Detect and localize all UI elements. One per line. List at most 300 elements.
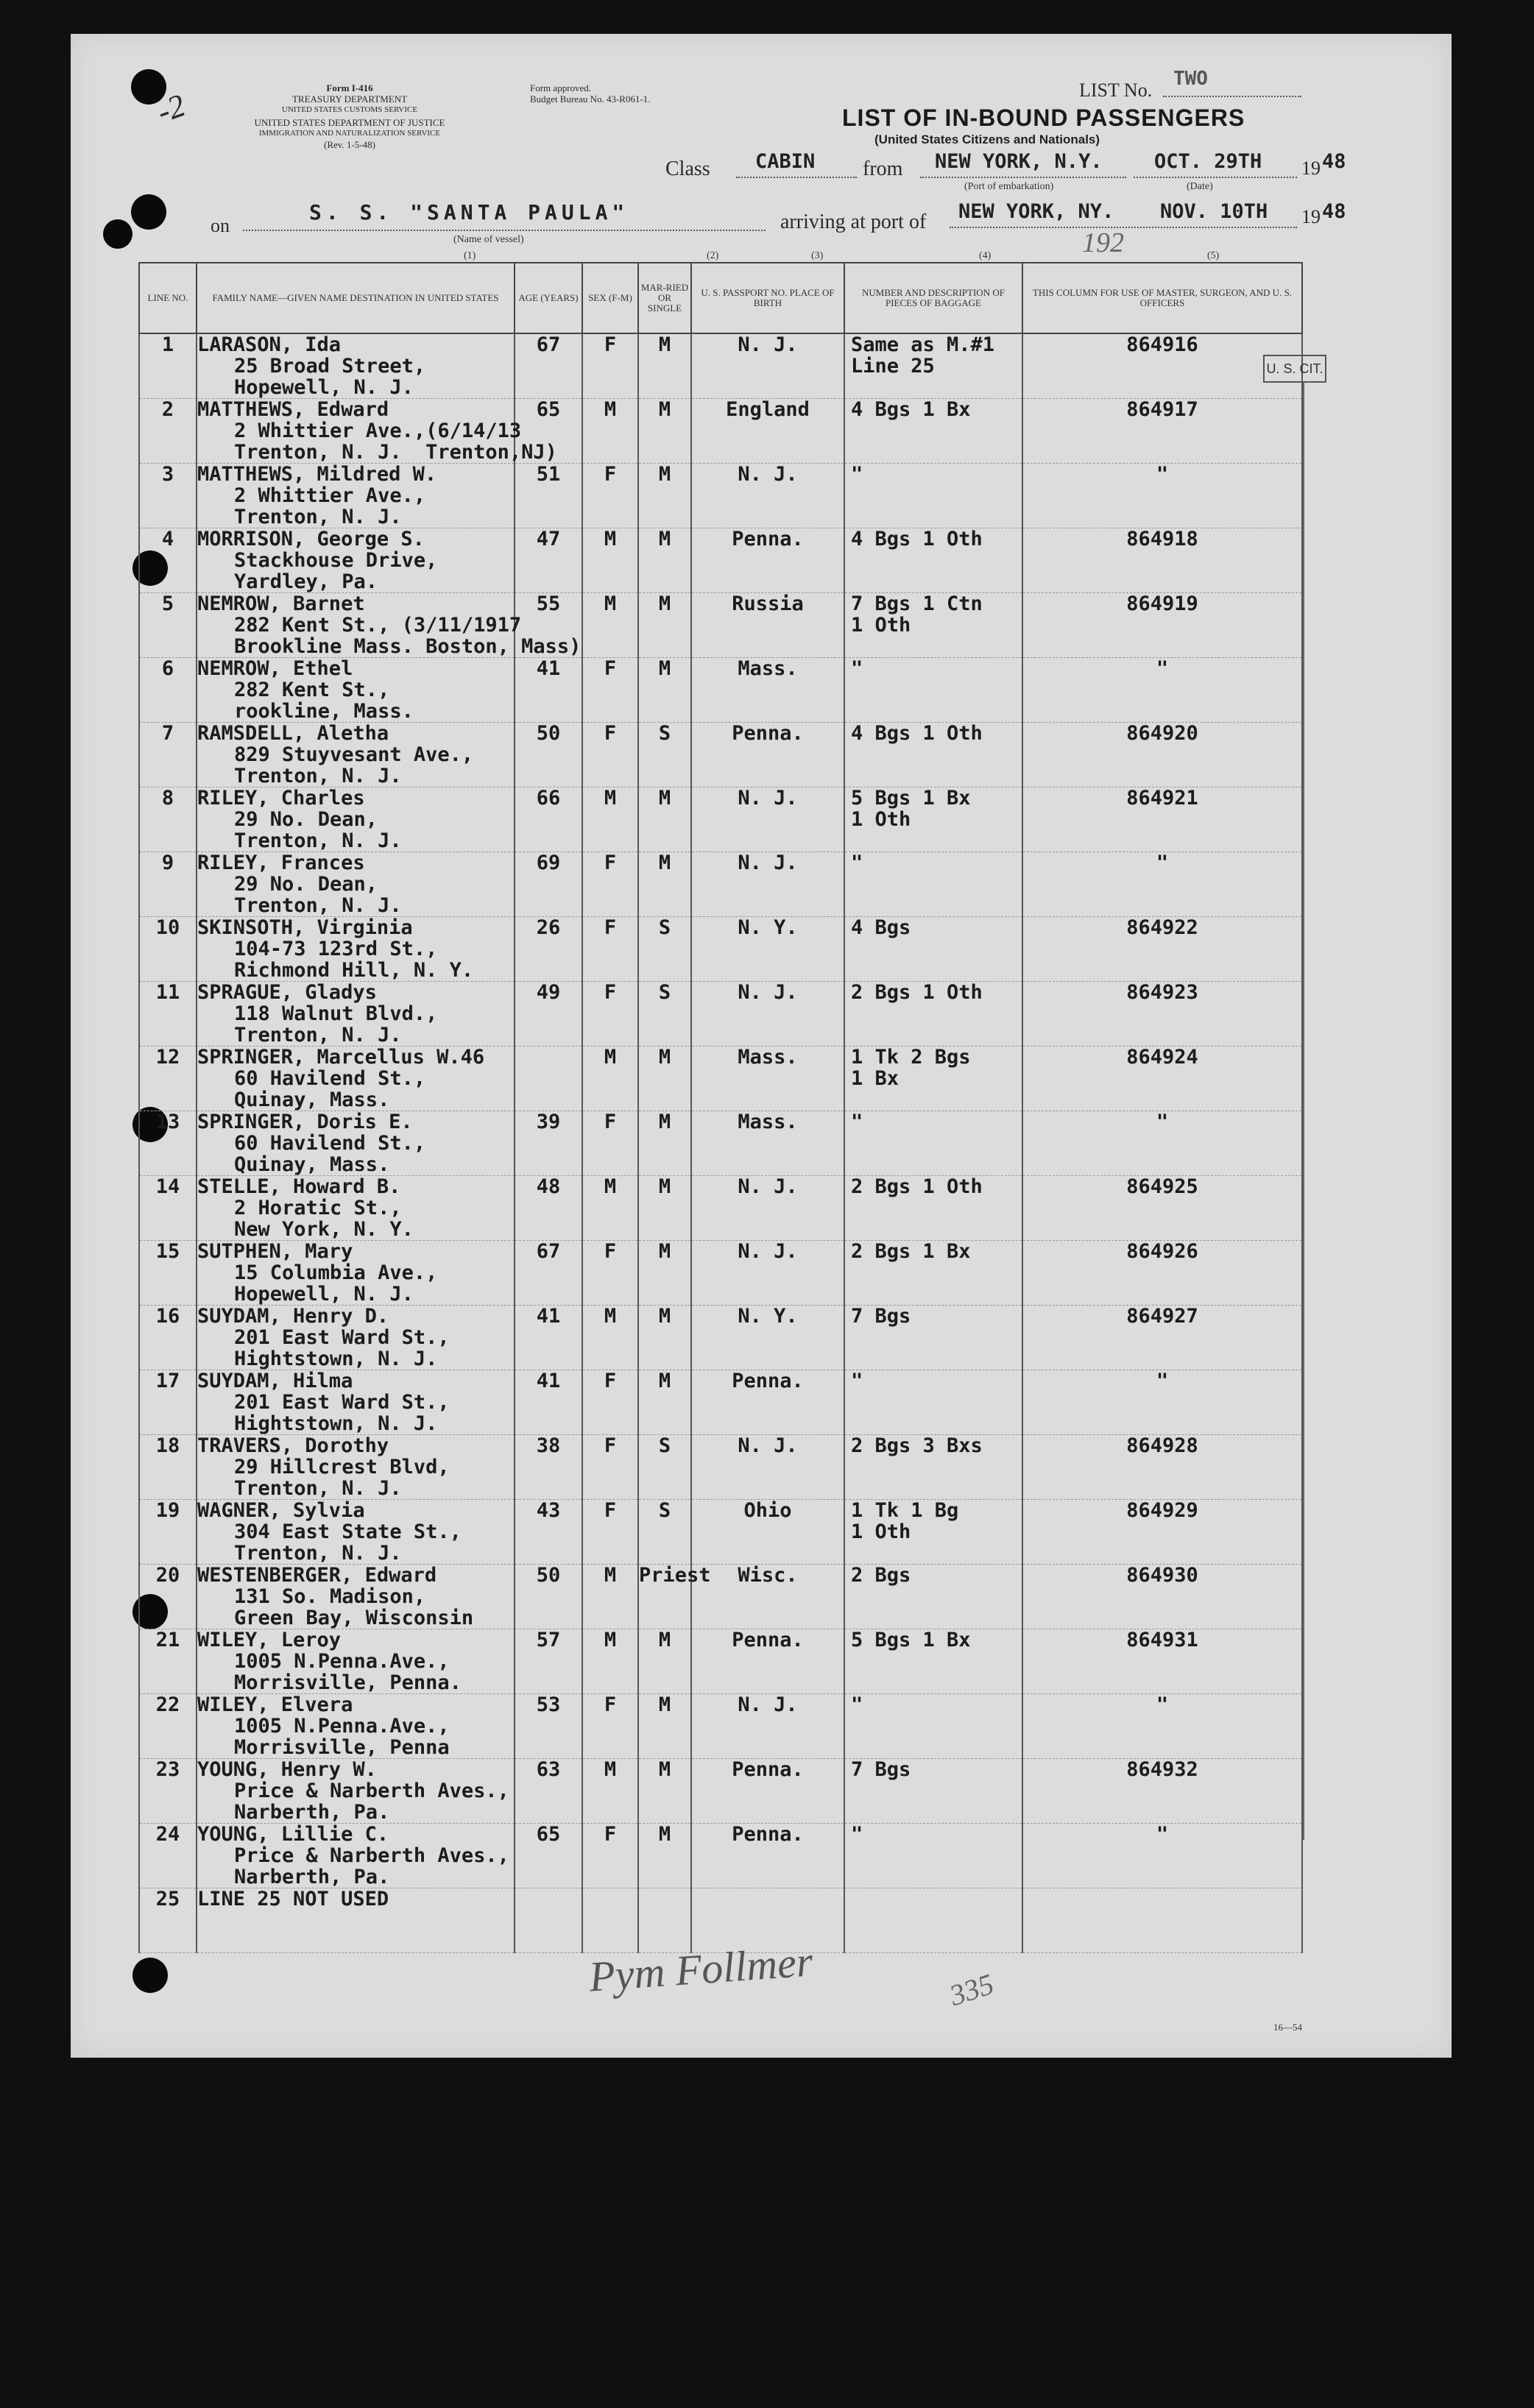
arrival-year-prefix: 19: [1301, 206, 1321, 227]
address-line-1: 1005 N.Penna.Ave.,: [234, 1715, 450, 1738]
birthplace-cell: [691, 852, 844, 917]
form-header-left: [213, 82, 486, 150]
officer-number-cell: [1022, 1111, 1302, 1176]
passenger-name: SUTPHEN, Mary: [197, 1240, 353, 1263]
marital-status: M: [658, 1305, 671, 1328]
table-row: [139, 1824, 1302, 1888]
officer-number-cell: [1022, 1500, 1302, 1565]
birthplace-cell: [691, 723, 844, 787]
birthplace: N. J.: [738, 333, 798, 356]
punch-hole: [131, 194, 166, 230]
table-row: [139, 723, 1302, 787]
address-line-2: Quinay, Mass.: [234, 1088, 390, 1111]
line-number: [139, 1306, 197, 1370]
officer-number: ": [1156, 1693, 1169, 1716]
sex-cell: [582, 399, 638, 464]
line-number-text: 17: [155, 1370, 180, 1392]
line-number: [139, 528, 197, 593]
officer-number-cell: [1022, 1435, 1302, 1500]
officer-number-cell: [1022, 528, 1302, 593]
birthplace-cell: [691, 1759, 844, 1824]
address-line-2: Yardley, Pa.: [234, 570, 378, 593]
birthplace-cell: [691, 1176, 844, 1241]
department-immigration: IMMIGRATION AND NATURALIZATION SERVICE: [258, 129, 441, 138]
citizen-stamp: U. S. CIT.: [1263, 355, 1326, 383]
address-line-2: Narberth, Pa.: [234, 1866, 390, 1888]
passenger-name: SUYDAM, Henry D.: [197, 1305, 389, 1328]
officer-number: 864930: [1126, 1564, 1198, 1587]
passenger-name: NEMROW, Ethel: [197, 657, 353, 680]
birthplace: Ohio: [743, 1499, 792, 1522]
marital-status: Priest: [639, 1564, 711, 1587]
birthplace-cell: [691, 1824, 844, 1888]
baggage-cell: [844, 1176, 1022, 1241]
passenger-name: YOUNG, Lillie C.: [197, 1823, 389, 1846]
baggage-line-1: 2 Bgs 1 Oth: [851, 1175, 983, 1198]
birthplace-cell: [691, 1500, 844, 1565]
line-number-text: 7: [161, 722, 174, 745]
passenger-name-cell: [197, 1500, 515, 1565]
marital-cell: [638, 399, 691, 464]
line-number-text: 13: [155, 1111, 180, 1133]
marital-cell: [638, 1111, 691, 1176]
passenger-name-cell: [197, 1629, 515, 1694]
passenger-name: SPRINGER, Marcellus W.46: [197, 1046, 485, 1069]
passenger-name-cell: [197, 1888, 515, 1953]
officer-number-cell: [1022, 982, 1302, 1047]
sex-cell: [582, 917, 638, 982]
sex: M: [604, 1564, 617, 1587]
address-line-2: Hopewell, N. J.: [234, 376, 414, 399]
address-line-1: Price & Narberth Aves.,: [234, 1780, 509, 1802]
passenger-name: RAMSDELL, Aletha: [197, 722, 389, 745]
baggage-line-2: 1 Bx: [851, 1067, 899, 1090]
officer-number: 864921: [1126, 787, 1198, 810]
marital-status: M: [658, 657, 671, 680]
birthplace: N. J.: [738, 981, 798, 1004]
port-caption: (Port of embarkation): [964, 181, 1054, 192]
officer-number: 864926: [1126, 1240, 1198, 1263]
sex: F: [604, 657, 617, 680]
officer-number-cell: [1022, 1824, 1302, 1888]
officer-number: 864918: [1126, 528, 1198, 550]
age: 67: [536, 333, 561, 356]
age: 66: [536, 787, 561, 810]
marital-cell: [638, 852, 691, 917]
line-number: [139, 1888, 197, 1953]
passenger-name: LARASON, Ida: [197, 333, 342, 356]
marital-cell: [638, 1564, 711, 1629]
age-cell: [515, 787, 582, 852]
departure-date: OCT. 29TH: [1154, 150, 1262, 173]
baggage-cell: [844, 1241, 1022, 1306]
age: 63: [536, 1758, 561, 1781]
birthplace-cell: [691, 917, 844, 982]
address-line-2: Trenton, N. J.: [234, 506, 402, 528]
birthplace-cell: [691, 593, 844, 658]
baggage-line-1: ": [851, 1370, 863, 1392]
officer-number-cell: [1022, 1888, 1302, 1953]
vessel-name: S. S. "SANTA PAULA": [309, 200, 629, 224]
line-number: [139, 1629, 197, 1694]
list-no-value: TWO: [1173, 68, 1208, 90]
birthplace-cell: [691, 1306, 844, 1370]
table-row: [139, 1111, 1302, 1176]
marital-status: M: [658, 1370, 671, 1392]
budget-text: Budget Bureau No. 43-R061-1.: [530, 93, 651, 105]
age: 69: [536, 851, 561, 874]
line-number-text: 8: [161, 787, 174, 810]
age-cell: [515, 333, 582, 399]
line-number-text: 12: [155, 1046, 180, 1069]
marital-cell: [638, 333, 691, 399]
birthplace-cell: [691, 982, 844, 1047]
sex-cell: [582, 982, 638, 1047]
line-number: [139, 464, 197, 528]
birthplace: England: [726, 398, 810, 421]
age-cell: [515, 1047, 582, 1111]
line-number: [139, 852, 197, 917]
officer-number-cell: [1022, 787, 1302, 852]
col-num-3: (3): [811, 250, 824, 261]
age-cell: [515, 1629, 582, 1694]
birthplace-cell: [691, 333, 844, 399]
baggage-cell: [844, 464, 1022, 528]
sex: F: [604, 463, 617, 486]
sex-cell: [582, 1306, 638, 1370]
address-line-2: Morrisville, Penna.: [234, 1671, 462, 1694]
address-line-2: Trenton, N. J.: [234, 894, 402, 917]
officer-number-cell: [1022, 1629, 1302, 1694]
sex: F: [604, 1434, 617, 1457]
col-num-5: (5): [1207, 250, 1220, 261]
marital-status: M: [658, 1111, 671, 1133]
marital-status: M: [658, 463, 671, 486]
sex: M: [604, 1175, 617, 1198]
officer-number-cell: [1022, 399, 1302, 464]
age-cell: [515, 1370, 582, 1435]
birthplace: Penna.: [732, 1823, 804, 1846]
birthplace: N. Y.: [738, 916, 798, 939]
marital-cell: [638, 723, 691, 787]
birthplace: N. J.: [738, 1175, 798, 1198]
officer-number: ": [1156, 1370, 1169, 1392]
passenger-name: MORRISON, George S.: [197, 528, 425, 550]
baggage-cell: [844, 1370, 1022, 1435]
officer-number: 864916: [1126, 333, 1198, 356]
baggage-line-2: 1 Oth: [851, 614, 911, 637]
address-line-2: New York, N. Y.: [234, 1218, 414, 1241]
on-label: on: [211, 215, 230, 236]
marital-status: M: [658, 528, 671, 550]
col-header-baggage: NUMBER AND DESCRIPTION OF PIECES OF BAGGAGE: [844, 263, 1022, 333]
address-line-1: 282 Kent St.,: [234, 679, 390, 701]
birthplace: Penna.: [732, 1370, 804, 1392]
col-header-line: LINE NO.: [139, 263, 197, 333]
birthplace-cell: [691, 1241, 844, 1306]
line-number-text: 25: [155, 1888, 180, 1911]
line-number: [139, 1500, 197, 1565]
marital-status: S: [658, 1499, 671, 1522]
marital-status: M: [658, 1823, 671, 1846]
marital-cell: [638, 1047, 691, 1111]
arrival-date: NOV. 10TH: [1160, 200, 1268, 223]
baggage-line-1: 2 Bgs 3 Bxs: [851, 1434, 983, 1457]
passenger-name-cell: [197, 1565, 515, 1629]
marital-cell: [638, 1759, 691, 1824]
line-number: [139, 917, 197, 982]
passenger-name-cell: [197, 723, 515, 787]
sex-cell: [582, 464, 638, 528]
passenger-name-cell: [197, 658, 515, 723]
age: 65: [536, 398, 561, 421]
baggage-cell: [844, 1500, 1022, 1565]
address-line-2: Narberth, Pa.: [234, 1801, 390, 1824]
birthplace: N. J.: [738, 1240, 798, 1263]
line-number: [139, 399, 197, 464]
sex-cell: [582, 1824, 638, 1888]
officer-check-line: [1303, 383, 1304, 1840]
passenger-name: WESTENBERGER, Edward: [197, 1564, 437, 1587]
baggage-cell: [844, 399, 1022, 464]
age-cell: [515, 723, 582, 787]
address-line-1: 201 East Ward St.,: [234, 1326, 450, 1349]
baggage-line-1: ": [851, 657, 863, 680]
passenger-name-cell: [197, 1824, 515, 1888]
birthplace-cell: [691, 1694, 844, 1759]
signature-number: 335: [945, 1966, 998, 2013]
age-cell: [515, 1176, 582, 1241]
officer-number: 864920: [1126, 722, 1198, 745]
form-subtitle: (United States Citizens and Nationals): [874, 132, 1100, 146]
date-caption: (Date): [1187, 181, 1213, 192]
age-cell: [515, 1824, 582, 1888]
passenger-name-cell: [197, 982, 515, 1047]
marital-status: S: [658, 916, 671, 939]
birthplace-cell: [691, 1370, 844, 1435]
sex-cell: [582, 593, 638, 658]
marital-cell: [638, 1306, 691, 1370]
form-print-number: 16—54: [1273, 2022, 1302, 2033]
marital-cell: [638, 1241, 691, 1306]
age: 47: [536, 528, 561, 550]
table-row: [139, 1759, 1302, 1824]
col-num-1: (1): [464, 250, 476, 261]
baggage-cell: [844, 1824, 1022, 1888]
officer-number: ": [1156, 463, 1169, 486]
age: 51: [536, 463, 561, 486]
baggage-line-1: 4 Bgs 1 Oth: [851, 528, 983, 550]
list-no-label: LIST No.: [1079, 79, 1153, 101]
baggage-line-1: 7 Bgs: [851, 1758, 911, 1781]
age-cell: [515, 1306, 582, 1370]
sex-cell: [582, 1888, 638, 1953]
baggage-cell: [844, 528, 1022, 593]
marital-cell: [638, 1176, 691, 1241]
passenger-name-cell: [197, 333, 515, 399]
address-line-2: Trenton, N. J.: [234, 1542, 402, 1565]
address-line-1: 25 Broad Street,: [234, 355, 426, 378]
sex-cell: [582, 1176, 638, 1241]
handwritten-number: 192: [1082, 227, 1124, 258]
passenger-name: WILEY, Elvera: [197, 1693, 353, 1716]
table-row: [139, 1435, 1302, 1500]
marital-cell: [638, 917, 691, 982]
table-row: [139, 528, 1302, 593]
officer-number: ": [1156, 1111, 1169, 1133]
address-line-2: Hopewell, N. J.: [234, 1283, 414, 1306]
sex: M: [604, 398, 617, 421]
arriving-label: arriving at port of: [780, 210, 927, 233]
line-number-text: 5: [161, 592, 174, 615]
class-value: CABIN: [755, 150, 816, 173]
marital-cell: [638, 464, 691, 528]
marital-status: M: [658, 1758, 671, 1781]
marital-status: M: [658, 333, 671, 356]
sex: F: [604, 851, 617, 874]
line-number: [139, 1241, 197, 1306]
age: 49: [536, 981, 561, 1004]
line-number-text: 24: [155, 1823, 180, 1846]
birthplace: Penna.: [732, 1758, 804, 1781]
address-line-1: Stackhouse Drive,: [234, 549, 438, 572]
baggage-line-1: 4 Bgs 1 Oth: [851, 722, 983, 745]
address-line-1: 201 East Ward St.,: [234, 1391, 450, 1414]
class-line: [736, 177, 857, 178]
table-row: [139, 1500, 1302, 1565]
table-row: [139, 982, 1302, 1047]
line-number: [139, 1824, 197, 1888]
baggage-cell: [844, 1111, 1022, 1176]
table-row: [139, 399, 1302, 464]
sex: F: [604, 1111, 617, 1133]
marital-cell: [638, 658, 691, 723]
table-row: [139, 917, 1302, 982]
address-line-2: Hightstown, N. J.: [234, 1412, 438, 1435]
baggage-line-1: ": [851, 463, 863, 486]
marital-status: M: [658, 787, 671, 810]
passenger-name: SUYDAM, Hilma: [197, 1370, 353, 1392]
marital-cell: [638, 1435, 691, 1500]
sex-cell: [582, 1500, 638, 1565]
baggage-line-1: 4 Bgs 1 Bx: [851, 398, 971, 421]
address-line-1: 29 No. Dean,: [234, 873, 378, 896]
department-treasury: TREASURY DEPARTMENT: [291, 93, 408, 105]
sex-cell: [582, 1629, 638, 1694]
marital-cell: [638, 787, 691, 852]
officer-number: 864932: [1126, 1758, 1198, 1781]
birthplace: Russia: [732, 592, 804, 615]
line-number-text: 3: [161, 463, 174, 486]
address-line-2: Brookline Mass. Boston, Mass): [234, 635, 582, 658]
address-line-1: 15 Columbia Ave.,: [234, 1261, 438, 1284]
baggage-line-2: Line 25: [851, 355, 935, 378]
baggage-cell: [844, 1759, 1022, 1824]
age-cell: [515, 1694, 582, 1759]
baggage-line-1: 5 Bgs 1 Bx: [851, 787, 971, 810]
sex: F: [604, 1823, 617, 1846]
table-row: [139, 1370, 1302, 1435]
address-line-1: 29 Hillcrest Blvd,: [234, 1456, 450, 1479]
sex: M: [604, 1305, 617, 1328]
col-header-passport: U. S. PASSPORT NO. PLACE OF BIRTH: [691, 263, 844, 333]
address-line-1: 2 Whittier Ave.,(6/14/13: [234, 419, 522, 442]
sex-cell: [582, 787, 638, 852]
officer-number: 864929: [1126, 1499, 1198, 1522]
line-number-text: 2: [161, 398, 174, 421]
line-number-text: 6: [161, 657, 174, 680]
age: 26: [536, 916, 561, 939]
officer-number: 864922: [1126, 916, 1198, 939]
age: 55: [536, 592, 561, 615]
marital-status: M: [658, 1693, 671, 1716]
age-cell: [515, 1759, 582, 1824]
line-number-text: 11: [155, 981, 180, 1004]
table-row: [139, 1694, 1302, 1759]
officer-number-cell: [1022, 917, 1302, 982]
baggage-line-1: 1 Tk 2 Bgs: [851, 1046, 971, 1069]
baggage-line-1: 5 Bgs 1 Bx: [851, 1629, 971, 1651]
class-label: Class: [665, 157, 710, 180]
sex-cell: [582, 333, 638, 399]
age: 41: [536, 1370, 561, 1392]
passenger-name-cell: [197, 1759, 515, 1824]
age: 39: [536, 1111, 561, 1133]
officer-number-cell: [1022, 1047, 1302, 1111]
birthplace: Mass.: [738, 1111, 798, 1133]
table-row: [139, 1241, 1302, 1306]
marital-cell: [638, 1694, 691, 1759]
birthplace: Wisc.: [738, 1564, 798, 1587]
address-line-2: Trenton, N. J.: [234, 1024, 402, 1047]
passenger-name-cell: [197, 1047, 515, 1111]
baggage-line-1: 7 Bgs 1 Ctn: [851, 592, 983, 615]
age-cell: [515, 917, 582, 982]
baggage-line-1: 2 Bgs 1 Oth: [851, 981, 983, 1004]
birthplace: Penna.: [732, 528, 804, 550]
age: 43: [536, 1499, 561, 1522]
address-line-2: Trenton, N. J. Trenton,NJ): [234, 441, 557, 464]
address-line-2: Quinay, Mass.: [234, 1153, 390, 1176]
baggage-line-1: Same as M.#1: [851, 333, 995, 356]
officer-number-cell: [1022, 723, 1302, 787]
passenger-name: WILEY, Leroy: [197, 1629, 342, 1651]
department-justice: UNITED STATES DEPARTMENT OF JUSTICE: [254, 117, 445, 128]
birthplace: N. J.: [738, 787, 798, 810]
table-row: [139, 1306, 1302, 1370]
line-number: [139, 787, 197, 852]
baggage-line-1: 2 Bgs: [851, 1564, 911, 1587]
officer-number: ": [1156, 657, 1169, 680]
table-row: [139, 658, 1302, 723]
birthplace: N. J.: [738, 1434, 798, 1457]
line-number: [139, 1694, 197, 1759]
table-row: [139, 333, 1302, 399]
sex-cell: [582, 1694, 638, 1759]
officer-number: ": [1156, 851, 1169, 874]
age-cell: [515, 1500, 582, 1565]
col-header-age: AGE (YEARS): [515, 263, 582, 333]
baggage-cell: [844, 1047, 1022, 1111]
line-number: [139, 593, 197, 658]
table-row: [139, 787, 1302, 852]
address-line-1: 829 Stuyvesant Ave.,: [234, 743, 474, 766]
passenger-name-cell: [197, 1111, 515, 1176]
baggage-line-2: 1 Oth: [851, 1520, 911, 1543]
address-line-1: 131 So. Madison,: [234, 1585, 426, 1608]
officer-number-cell: [1022, 852, 1302, 917]
form-approved: [530, 82, 651, 105]
